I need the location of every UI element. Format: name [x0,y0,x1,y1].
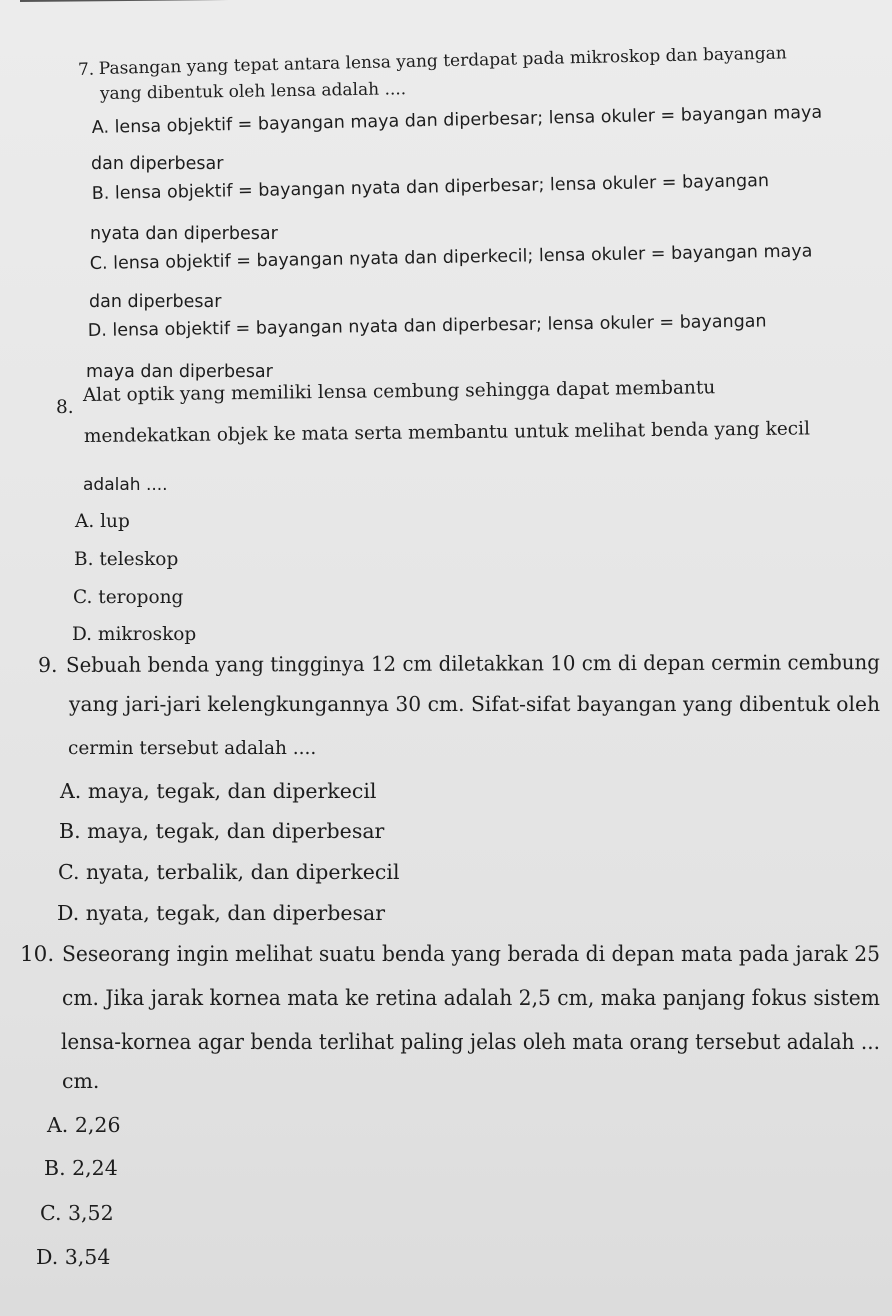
question-10-number: 10. [20,942,55,967]
question-10-option-c: C. 3,52 [40,1201,114,1225]
question-8-option-a: A. lup [75,511,130,532]
question-7-stem-line-1: Pasangan yang tepat antara lensa yang terdapat pada mikroskop dan bayangan [98,43,787,79]
question-9-stem-line-2: yang jari-jari kelengkungannya 30 cm. Sifat-sifat bayangan yang dibentuk oleh [69,692,880,716]
question-10-stem-line-2: cm. Jika jarak kornea mata ke retina adalah 2,5 cm, maka panjang fokus sistem [62,986,880,1011]
question-10-stem-line-3: lensa-kornea agar benda terlihat paling jelas oleh mata orang tersebut adalah ... [61,1030,880,1055]
question-7-option-c-line-1: C. lensa objektif = bayangan nyata dan diperkecil; lensa okuler = bayangan maya [89,241,813,274]
question-8-stem-line-2: mendekatkan objek ke mata serta membantu untuk melihat benda yang kecil [83,418,811,447]
question-7-stem-line-2: yang dibentuk oleh lensa adalah .... [99,79,407,104]
question-10-stem-line-4: cm. [62,1069,100,1093]
question-9-number: 9. [38,653,58,677]
question-7-option-a-line-1: A. lensa objektif = bayangan maya dan diperbesar; lensa okuler = bayangan maya [91,102,823,138]
question-9-option-c: C. nyata, terbalik, dan diperkecil [58,860,400,884]
question-10-option-b: B. 2,24 [44,1156,118,1180]
question-7-option-b-line-2: nyata dan diperbesar [90,224,278,244]
question-7-option-d-line-1: D. lensa objektif = bayangan nyata dan diperbesar; lensa okuler = bayangan [87,311,767,341]
question-7-option-b-line-1: B. lensa objektif = bayangan nyata dan diperbesar; lensa okuler = bayangan [91,171,770,204]
question-8-option-b: B. teleskop [74,549,179,570]
question-9-stem-line-3: cermin tersebut adalah .... [68,738,317,759]
question-8-option-d: D. mikroskop [72,624,197,645]
question-8-option-c: C. teropong [73,587,184,608]
question-10-option-a: A. 2,26 [47,1113,121,1137]
page-top-rule [20,0,860,16]
question-8-stem-line-1: Alat optik yang memiliki lensa cembung sehingga dapat membantu [82,377,716,406]
question-9-option-a: A. maya, tegak, dan diperkecil [60,779,377,803]
question-8-stem-line-3: adalah .... [83,475,168,495]
question-8-number: 8. [56,397,74,418]
question-7-option-a-line-2: dan diperbesar [91,154,224,174]
question-10-stem-line-1: Seseorang ingin melihat suatu benda yang berada di depan mata pada jarak 25 [62,942,880,967]
question-7-number: 7. [77,59,95,80]
question-7-option-d-line-2: maya dan diperbesar [86,362,273,382]
question-10-option-d: D. 3,54 [36,1245,111,1269]
question-9-option-d: D. nyata, tegak, dan diperbesar [57,901,385,925]
question-9-stem-line-1: Sebuah benda yang tingginya 12 cm diletakkan 10 cm di depan cermin cembung [65,650,880,677]
question-7-option-c-line-2: dan diperbesar [89,292,222,312]
question-9-option-b: B. maya, tegak, dan diperbesar [59,819,385,843]
